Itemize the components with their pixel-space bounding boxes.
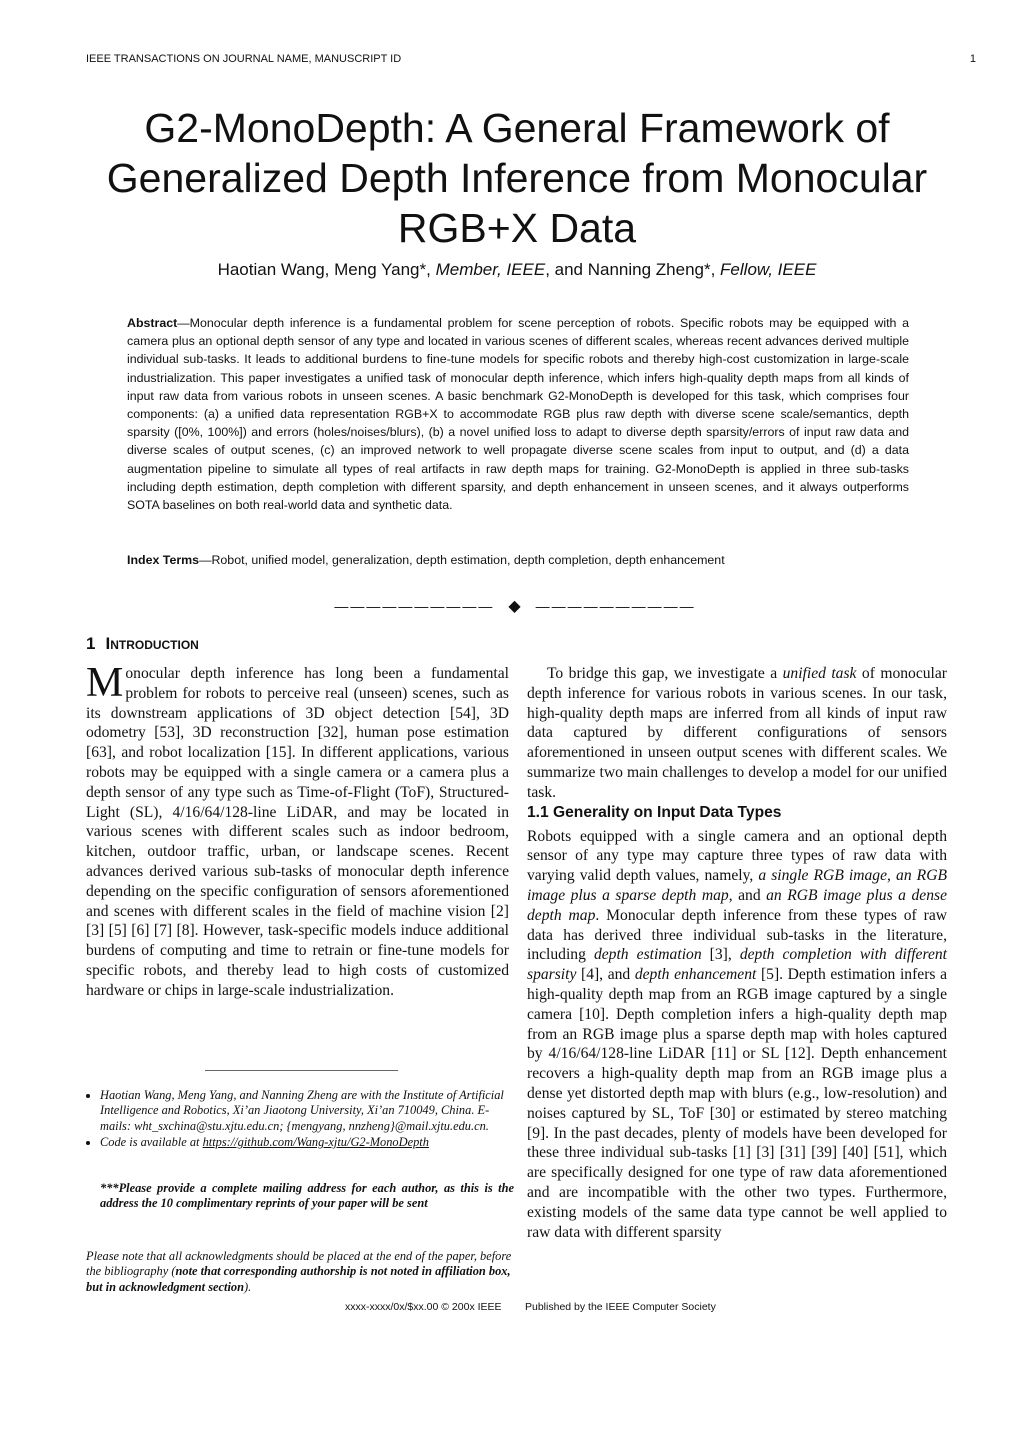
section-number: 1	[86, 634, 96, 653]
intro-paragraph	[86, 660, 509, 1001]
copyright-line: xxxx-xxxx/0x/$xx.00 © 200x IEEE	[345, 1301, 502, 1313]
emphasis-run: an RGB image plus a sparse depth map	[527, 867, 947, 904]
text-run: [5]. Depth estimation infers a high-quality depth map from an RGB image captured by a single camera [10]. Depth completion infers a high-quality depth map from an RGB image plus a sparse depth map with holes captured by 4/16/64/128-line LiDAR [11] or SL [12]. Depth enhancement recovers a high-quality depth map from an RGB image plus a dense yet distorted depth map with blurs (e.g., low-resolution) and noises captured by SL, ToF [30] or estimated by stereo matching [9]. In the past decades, plenty of models have been developed for these three individual sub-tasks [1] [3] [31] [39] [40] [51], which are specifically designed for one type of raw data aforementioned and are incompatible with the other two types. Furthermore, existing models of the same data type cannot be well applied to raw data with different sparsity	[527, 966, 947, 1241]
divider-dashes-right: ——————————	[535, 598, 696, 614]
footnote-code	[100, 1135, 514, 1150]
intro-text: onocular depth inference has long been a fundamental problem for robots to perceive real (unseen) scenes, such as its downstream applications of 3D object detection [54], 3D odometry [53], 3D reconstruction [32], human pose estimation [63], and robot localization [15]. In different applications, various robots may be equipped with a single camera or a camera plus a depth sensor of any type such as Time-of-Flight (ToF), Structured-Light (SL), 4/16/64/128-line LiDAR, and may be located in various scenes with different scales such as indoor bedroom, kitchen, outdoor traffic, urban, or landscape scenes. Recent advances derived various sub-tasks of monocular depth inference depending on the specific configuration of sensors aforementioned and scenes with different scales in the field of machine vision [2] [3] [5] [6] [7] [8]. However, task-specific models induce additional burdens of computing and time to retrain or fine-tune models for specific robots, and thereby lead to high costs of customized hardware or chips in large-scale industrialization.	[86, 665, 509, 999]
divider-dashes-left: ——————————	[334, 598, 495, 614]
abstract-text: —Monocular depth inference is a fundamental problem for scene perception of robots. Specific robots may be equipped with a camera plus an optional depth sensor of any type and located in various scenes of different scales, whereas recent advances derived multiple individual sub-tasks. It leads to additional burdens to fine-tune models for specific robots and thereby high-cost customization in large-scale industrialization. This paper investigates a unified task of monocular depth inference, which infers high-quality depth maps from all kinds of input raw data from various robots in unseen scenes. A basic benchmark G2-MonoDepth is developed for this task, which comprises four components: (a) a unified data representation RGB+X to accommodate RGB plus raw depth with diverse scene scale/semantics, depth sparsity ([0%, 100%]) and errors (holes/noises/blurs), (b) a novel unified loss to adapt to diverse depth sparsity/errors of input raw data and diverse scales of output scenes, (c) an improved network to well propagate diverse scene scales from input to output, and (d) a data augmentation pipeline to simulate all types of real artifacts in raw depth maps for training. G2-MonoDepth is applied in three sub-tasks including depth estimation, depth completion with different sparsity, and depth enhancement in unseen scenes, and it always outperforms SOTA baselines on both real-world data and synthetic data.	[127, 316, 909, 513]
bold-run: note that corresponding authorship is not noted in affiliation box, but in acknowledgment section	[86, 1264, 511, 1294]
footnotes	[86, 1088, 514, 1152]
emphasis-run: depth completion with different sparsity	[527, 946, 948, 984]
author-names-2: , and Nanning Zheng*,	[545, 260, 721, 279]
running-header	[86, 53, 976, 65]
acknowledgment-note	[86, 1249, 514, 1295]
page-number: 1	[969, 53, 976, 65]
text-run: Robots equipped with a single camera and an optional depth sensor of any type may capture three types of raw data with varying valid depth values, namely,	[527, 827, 947, 885]
journal-name: IEEE TRANSACTIONS ON JOURNAL NAME, MANUSCRIPT ID	[86, 53, 402, 65]
text-run: ).	[244, 1279, 252, 1294]
publisher-line: Published by the IEEE Computer Society	[525, 1301, 716, 1313]
text-run: Code is available at	[100, 1135, 203, 1150]
address-note: ***Please provide a complete mailing address for each author, as this is the address the 10 complimentary reprints of your paper will be sent	[100, 1181, 514, 1211]
text-run: [3],	[701, 946, 740, 964]
emphasis-run: an RGB image plus a dense depth map	[527, 886, 947, 924]
emphasis-run: depth enhancement	[634, 966, 757, 984]
section-title: Introduction	[105, 634, 199, 653]
text-run: ,	[887, 867, 897, 885]
text-run: To bridge this gap, we investigate a	[547, 665, 783, 682]
left-column	[86, 660, 509, 1001]
emphasis-run: a single RGB image	[758, 867, 888, 885]
paper-title: G2-MonoDepth: A General Framework of Generalized Depth Inference from Monocular RGB+X Data	[106, 105, 928, 251]
right-column	[527, 664, 947, 1242]
text-run: . Monocular depth inference from these types of raw data has derived three individual sub-tasks in the literature, including	[527, 906, 948, 964]
bridge-paragraph	[527, 664, 947, 803]
text-run: , and	[728, 886, 767, 904]
subsection-heading: 1.1 Generality on Input Data Types	[527, 803, 782, 821]
section-divider	[330, 596, 700, 616]
index-terms-label: Index Terms	[127, 553, 200, 567]
author-role-2: Fellow, IEEE	[720, 260, 817, 279]
abstract	[127, 314, 909, 514]
text-run: of monocular depth inference for various robots in various scenes. In our task, high-quality depth maps are inferred from all kinds of input raw data captured by different configurations of sensors aforementioned in unseen output scenes with different scales. We summarize two main challenges to develop a model for our unified task.	[527, 665, 947, 801]
diamond-icon: ◆	[508, 598, 522, 615]
drop-cap: M	[86, 660, 124, 706]
footnote-rule	[205, 1070, 398, 1071]
index-terms-text: —Robot, unified model, generalization, depth estimation, depth completion, depth enhancement	[199, 553, 725, 567]
text-run: Please note that all acknowledgments should be placed at the end of the paper, before the bibliography (	[86, 1249, 512, 1279]
emphasis-unified-task: unified task	[782, 665, 857, 682]
author-names-1: Haotian Wang, Meng Yang*,	[217, 260, 436, 279]
emphasis-run: depth estimation	[593, 946, 702, 964]
abstract-label: Abstract	[127, 316, 178, 330]
section-heading	[86, 634, 199, 654]
text-run: [4], and	[576, 966, 635, 984]
code-link[interactable]: https://github.com/Wang-xjtu/G2-MonoDepth	[202, 1135, 429, 1150]
generality-paragraph	[527, 827, 947, 1243]
author-line	[70, 260, 964, 280]
index-terms	[127, 551, 909, 569]
author-role-1: Member, IEEE	[435, 260, 546, 279]
footnote-affiliation: • Haotian Wang, Meng Yang, and Nanning Zheng are with the Institute of Artificial Intelligence and Robotics, Xi’an Jiaotong University, Xi’an 710049, China. E-mails: wht_sxchina@stu.xjtu.edu.cn; {mengyang, nnzheng}@mail.xjtu.edu.cn.	[100, 1088, 514, 1134]
